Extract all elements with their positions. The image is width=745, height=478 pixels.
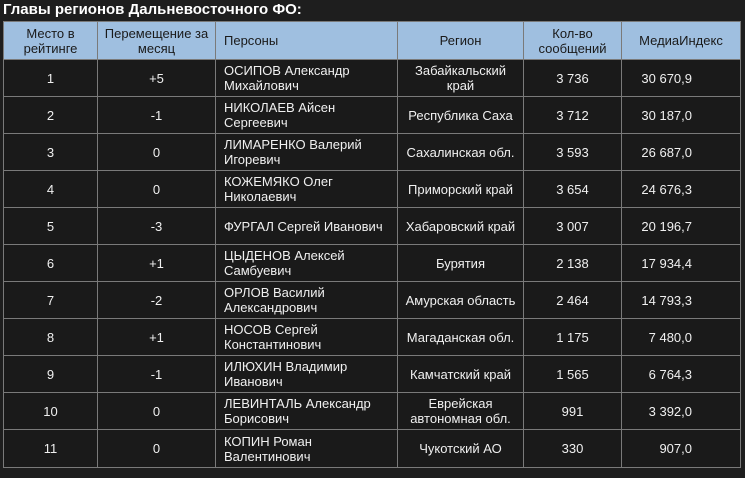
region-cell: Приморский край bbox=[398, 171, 524, 208]
media-index-cell: 30 670,9 bbox=[622, 60, 741, 97]
table-row bbox=[4, 430, 741, 468]
table-row bbox=[4, 282, 741, 319]
column-header-change: Перемещение за месяц bbox=[98, 22, 216, 60]
person-cell: ЦЫДЕНОВ Алексей Самбуевич bbox=[216, 245, 398, 282]
change-cell: 0 bbox=[98, 430, 216, 468]
rank-cell: 2 bbox=[4, 97, 98, 134]
messages-cell: 3 007 bbox=[524, 208, 622, 245]
person-cell: ФУРГАЛ Сергей Иванович bbox=[216, 208, 398, 245]
media-index-cell: 26 687,0 bbox=[622, 134, 741, 171]
change-cell: -3 bbox=[98, 208, 216, 245]
page-title: Главы регионов Дальневосточного ФО: bbox=[3, 1, 302, 18]
region-cell: Амурская область bbox=[398, 282, 524, 319]
table-row bbox=[4, 208, 741, 245]
change-cell: +1 bbox=[98, 245, 216, 282]
messages-cell: 2 138 bbox=[524, 245, 622, 282]
column-header-index: МедиаИндекс bbox=[622, 22, 741, 60]
change-cell: -2 bbox=[98, 282, 216, 319]
region-cell: Бурятия bbox=[398, 245, 524, 282]
table-row bbox=[4, 356, 741, 393]
region-cell: Сахалинская обл. bbox=[398, 134, 524, 171]
media-index-cell: 6 764,3 bbox=[622, 356, 741, 393]
region-cell: Магаданская обл. bbox=[398, 319, 524, 356]
person-cell: ЛИМАРЕНКО Валерий Игоревич bbox=[216, 134, 398, 171]
column-header-messages: Кол-во сообщений bbox=[524, 22, 622, 60]
messages-cell: 3 593 bbox=[524, 134, 622, 171]
table-row bbox=[4, 60, 741, 97]
region-cell: Хабаровский край bbox=[398, 208, 524, 245]
messages-cell: 330 bbox=[524, 430, 622, 468]
person-cell: ИЛЮХИН Владимир Иванович bbox=[216, 356, 398, 393]
change-cell: -1 bbox=[98, 356, 216, 393]
messages-cell: 3 654 bbox=[524, 171, 622, 208]
table-row bbox=[4, 171, 741, 208]
region-cell: Республика Саха bbox=[398, 97, 524, 134]
rating-table bbox=[3, 21, 741, 468]
person-cell: КОЖЕМЯКО Олег Николаевич bbox=[216, 171, 398, 208]
region-cell: Забайкальский край bbox=[398, 60, 524, 97]
table-row bbox=[4, 134, 741, 171]
rank-cell: 7 bbox=[4, 282, 98, 319]
media-index-cell: 14 793,3 bbox=[622, 282, 741, 319]
messages-cell: 1 565 bbox=[524, 356, 622, 393]
rank-cell: 8 bbox=[4, 319, 98, 356]
column-header-region: Регион bbox=[398, 22, 524, 60]
person-cell: НИКОЛАЕВ Айсен Сергеевич bbox=[216, 97, 398, 134]
person-cell: ОСИПОВ Александр Михайлович bbox=[216, 60, 398, 97]
media-index-cell: 3 392,0 bbox=[622, 393, 741, 430]
person-cell: НОСОВ Сергей Константинович bbox=[216, 319, 398, 356]
media-index-cell: 24 676,3 bbox=[622, 171, 741, 208]
column-header-rank: Место в рейтинге bbox=[4, 22, 98, 60]
header-row bbox=[4, 22, 741, 60]
change-cell: +5 bbox=[98, 60, 216, 97]
messages-cell: 1 175 bbox=[524, 319, 622, 356]
media-index-cell: 7 480,0 bbox=[622, 319, 741, 356]
table-row bbox=[4, 393, 741, 430]
person-cell: ЛЕВИНТАЛЬ Александр Борисович bbox=[216, 393, 398, 430]
rank-cell: 1 bbox=[4, 60, 98, 97]
messages-cell: 3 712 bbox=[524, 97, 622, 134]
messages-cell: 991 bbox=[524, 393, 622, 430]
region-cell: Чукотский АО bbox=[398, 430, 524, 468]
rank-cell: 4 bbox=[4, 171, 98, 208]
change-cell: 0 bbox=[98, 134, 216, 171]
table-row bbox=[4, 245, 741, 282]
rank-cell: 10 bbox=[4, 393, 98, 430]
messages-cell: 2 464 bbox=[524, 282, 622, 319]
rank-cell: 6 bbox=[4, 245, 98, 282]
change-cell: 0 bbox=[98, 393, 216, 430]
media-index-cell: 17 934,4 bbox=[622, 245, 741, 282]
table-row bbox=[4, 319, 741, 356]
region-cell: Камчатский край bbox=[398, 356, 524, 393]
region-cell: Еврейская автономная обл. bbox=[398, 393, 524, 430]
media-index-cell: 30 187,0 bbox=[622, 97, 741, 134]
messages-cell: 3 736 bbox=[524, 60, 622, 97]
media-index-cell: 907,0 bbox=[622, 430, 741, 468]
rank-cell: 5 bbox=[4, 208, 98, 245]
rank-cell: 3 bbox=[4, 134, 98, 171]
media-index-cell: 20 196,7 bbox=[622, 208, 741, 245]
rank-cell: 11 bbox=[4, 430, 98, 468]
column-header-person: Персоны bbox=[216, 22, 398, 60]
person-cell: КОПИН Роман Валентинович bbox=[216, 430, 398, 468]
rank-cell: 9 bbox=[4, 356, 98, 393]
change-cell: -1 bbox=[98, 97, 216, 134]
change-cell: 0 bbox=[98, 171, 216, 208]
change-cell: +1 bbox=[98, 319, 216, 356]
table-row bbox=[4, 97, 741, 134]
person-cell: ОРЛОВ Василий Александрович bbox=[216, 282, 398, 319]
